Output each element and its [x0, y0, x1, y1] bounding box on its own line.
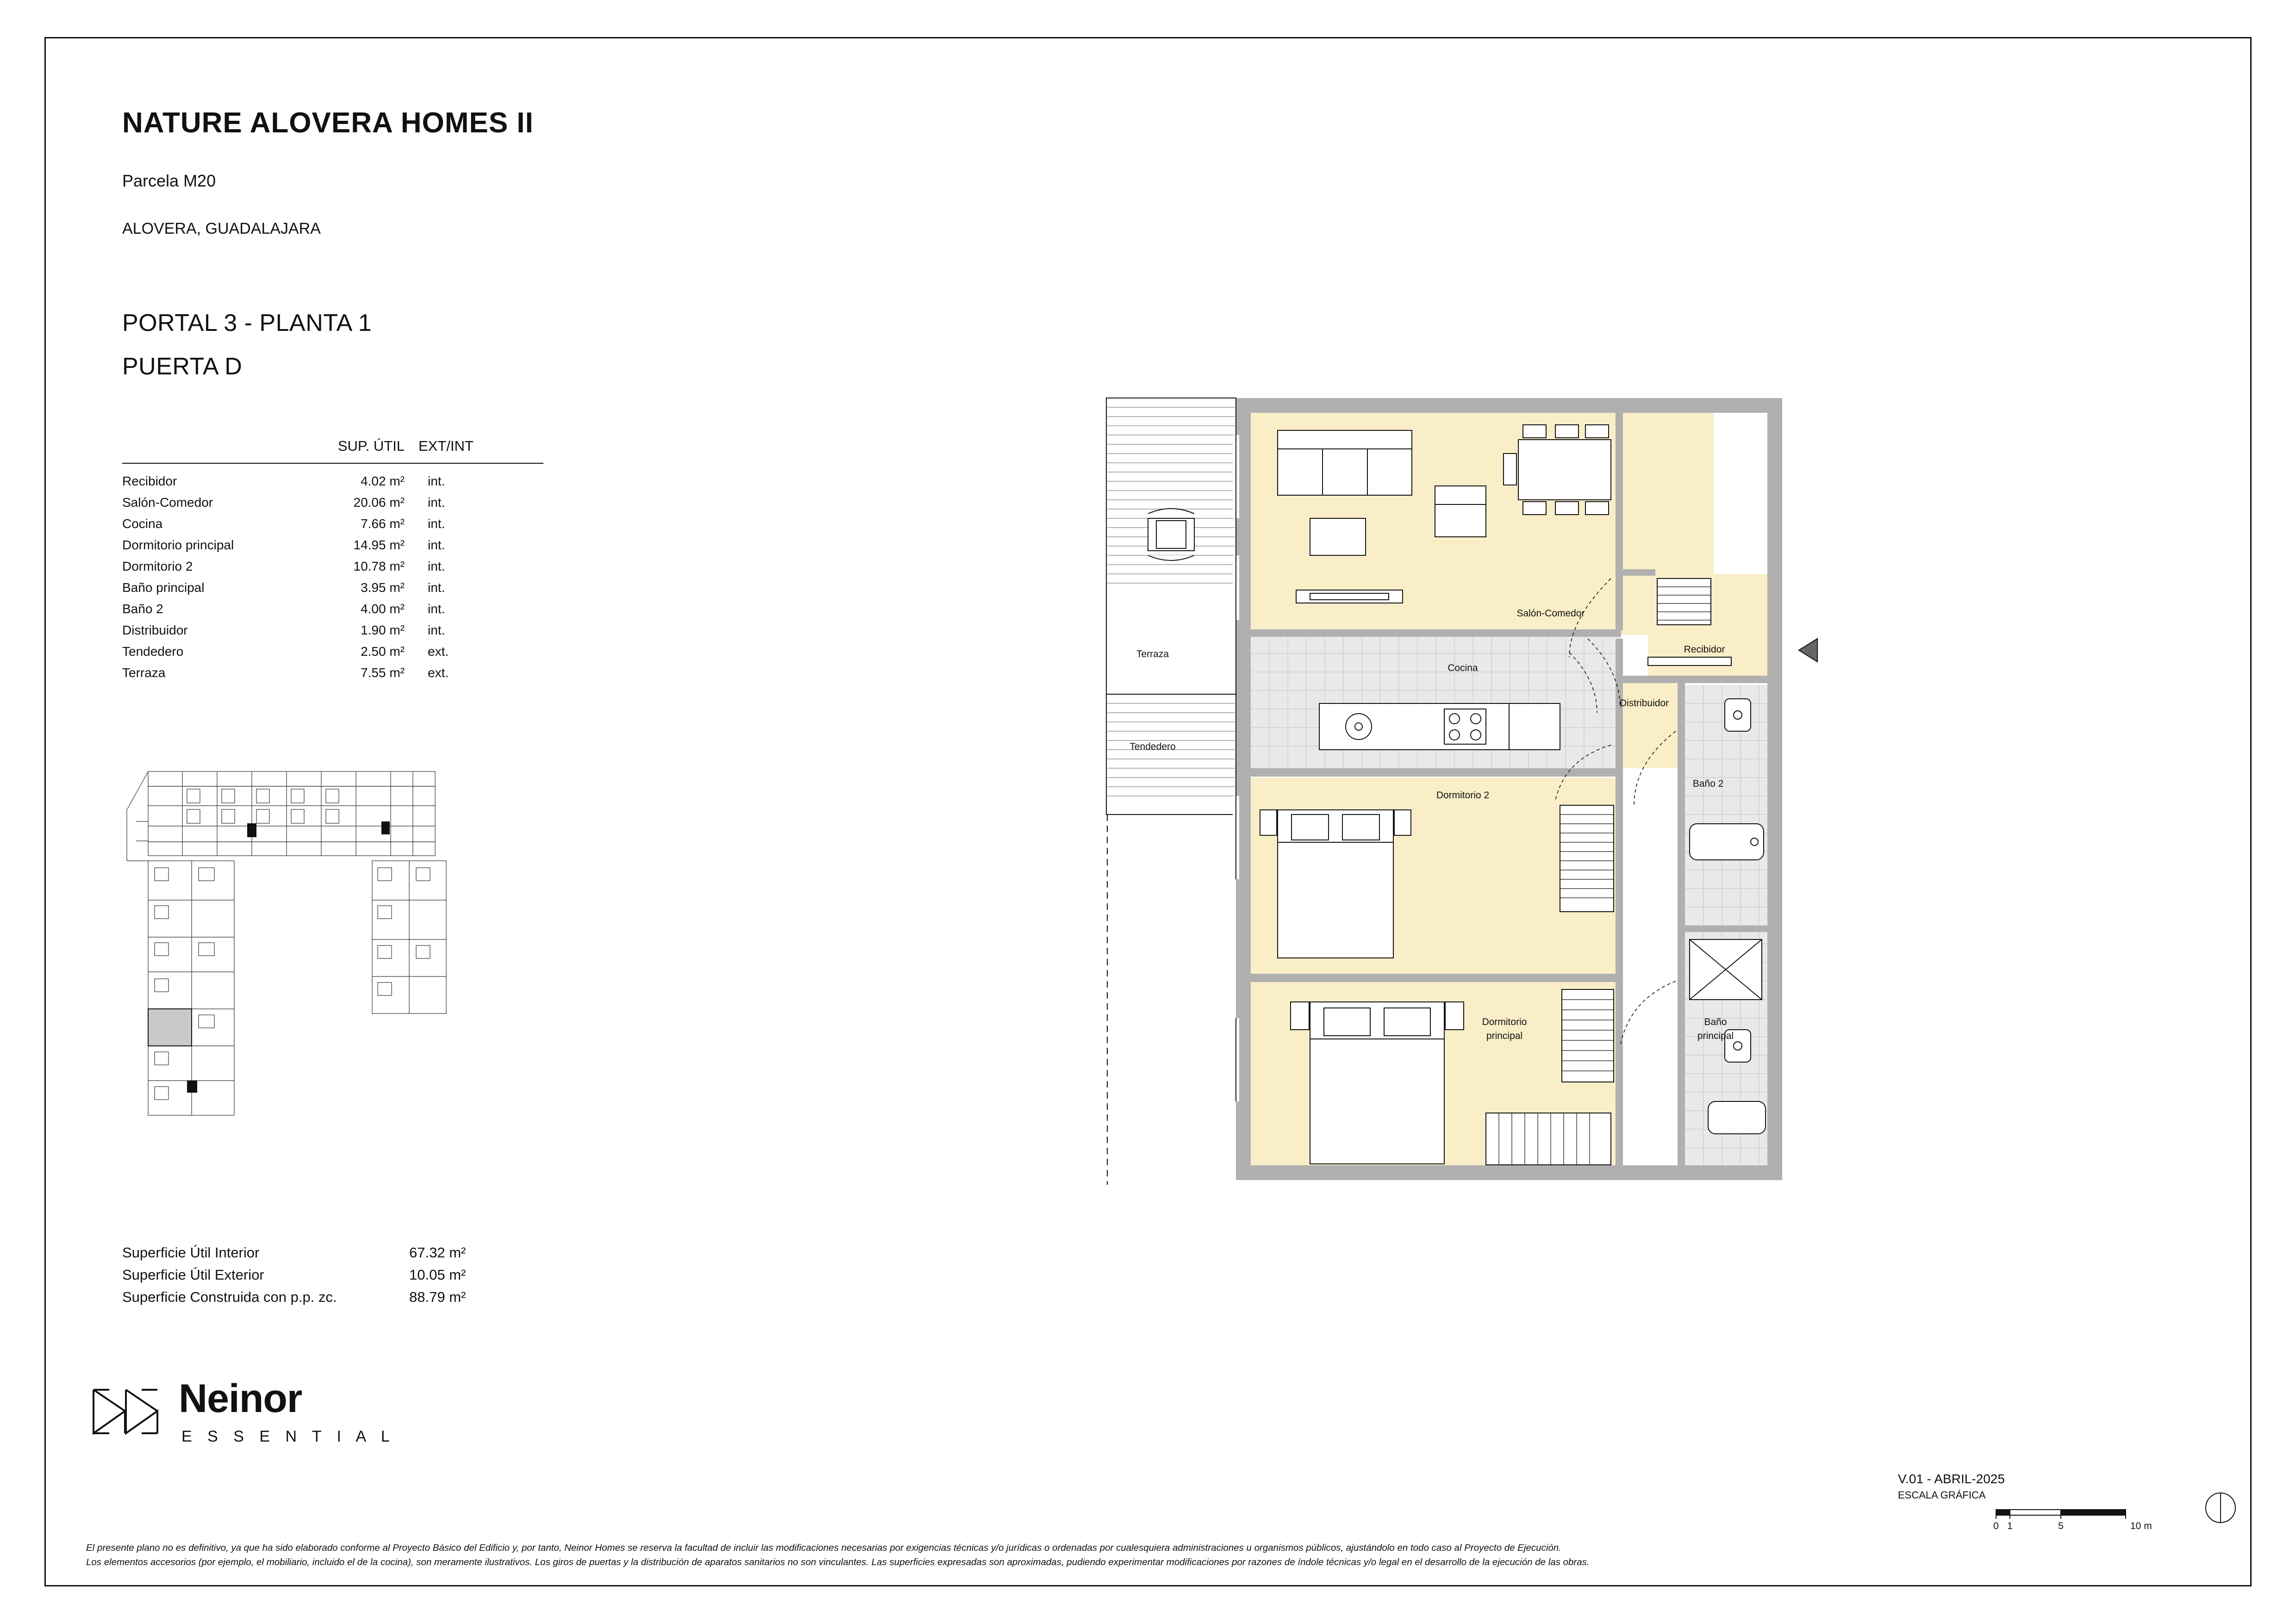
key-plan-diagram — [122, 761, 511, 1145]
unit-line-2: PUERTA D — [122, 353, 243, 380]
scale-tick-3: 10 m — [2130, 1521, 2152, 1531]
brand-name: Neinor — [179, 1376, 302, 1421]
room-type: int. — [428, 559, 445, 573]
room-type: int. — [428, 495, 445, 510]
scale-tick-0: 0 — [1993, 1521, 1999, 1531]
label-recibidor: Recibidor — [1684, 644, 1725, 655]
room-area: 2.50 m² — [361, 644, 405, 659]
total-value: 88.79 m² — [409, 1289, 466, 1305]
table-row — [122, 491, 543, 513]
room-area: 3.95 m² — [361, 580, 405, 595]
scale-tick-1: 1 — [2007, 1521, 2013, 1531]
room-type: int. — [428, 602, 445, 616]
version-label: V.01 - ABRIL-2025 — [1898, 1472, 2005, 1486]
label-dormitorio-principal-2: principal — [1486, 1031, 1523, 1041]
room-name: Cocina — [122, 516, 163, 531]
room-type: int. — [428, 516, 445, 531]
north-arrow-icon — [2201, 1488, 2240, 1528]
table-row — [122, 513, 543, 534]
scale-bar — [1991, 1505, 2195, 1537]
room-area: 20.06 m² — [353, 495, 405, 510]
totals-block — [122, 1243, 585, 1309]
legal-disclaimer — [86, 1541, 2211, 1570]
table-row — [122, 640, 543, 662]
label-dormitorio-2: Dormitorio 2 — [1436, 790, 1490, 801]
room-name: Recibidor — [122, 474, 177, 488]
room-name: Salón-Comedor — [122, 495, 213, 510]
floor-plan — [1079, 379, 1958, 1213]
table-row — [122, 470, 543, 491]
scale-caption: ESCALA GRÁFICA — [1898, 1489, 1986, 1501]
total-row — [122, 1287, 585, 1309]
room-name: Baño principal — [122, 580, 205, 595]
label-bano-principal-1: Baño — [1704, 1017, 1727, 1027]
legal-line-1: El presente plano no es definitivo, ya que ha sido elaborado conforme al Proyecto Básico del Edificio y, por tanto, Neinor Homes se reserva la facultad de incluir las modificaciones necesarias por exigencias técnicas y/o jurídicas o ordenadas por cualesquiera administraciones u organismos públicos, ajustándolo en todo caso al Proyecto de Ejecución. — [86, 1542, 1561, 1553]
room-area: 7.55 m² — [361, 665, 405, 680]
total-value: 67.32 m² — [409, 1244, 466, 1261]
room-area: 14.95 m² — [353, 538, 405, 552]
label-cocina: Cocina — [1447, 663, 1478, 673]
table-row — [122, 662, 543, 683]
total-label: Superficie Construida con p.p. zc. — [122, 1289, 337, 1305]
label-terraza: Terraza — [1136, 649, 1169, 659]
room-type: ext. — [428, 644, 449, 659]
room-name: Dormitorio principal — [122, 538, 234, 552]
label-distribuidor: Distribuidor — [1619, 698, 1669, 709]
total-row — [122, 1243, 585, 1265]
table-row — [122, 555, 543, 577]
entrance-arrow-icon — [1799, 639, 1817, 662]
room-area: 4.02 m² — [361, 474, 405, 488]
room-name: Dormitorio 2 — [122, 559, 193, 573]
room-name: Baño 2 — [122, 602, 163, 616]
total-label: Superficie Útil Interior — [122, 1244, 260, 1261]
table-spacer — [122, 464, 543, 470]
table-row — [122, 577, 543, 598]
parcel-label: Parcela M20 — [122, 171, 216, 190]
room-type: int. — [428, 580, 445, 595]
room-name: Terraza — [122, 665, 166, 680]
page-title: NATURE ALOVERA HOMES II — [122, 107, 534, 139]
room-area: 7.66 m² — [361, 516, 405, 531]
room-area: 10.78 m² — [353, 559, 405, 573]
surface-table-header — [122, 435, 543, 464]
room-area: 4.00 m² — [361, 602, 405, 616]
header-sup-util: SUP. ÚTIL — [337, 438, 405, 454]
table-row — [122, 619, 543, 640]
label-dormitorio-principal-1: Dormitorio — [1482, 1017, 1527, 1027]
neinor-mark-icon — [91, 1381, 160, 1442]
surface-table — [122, 435, 543, 683]
room-name: Distribuidor — [122, 623, 188, 637]
room-type: int. — [428, 538, 445, 552]
label-bano-principal-2: principal — [1697, 1031, 1734, 1041]
legal-line-2: Los elementos accesorios (por ejemplo, el mobiliario, incluido el de la cocina), son meramente ilustrativos. Los giros de puertas y la distribución de aparatos sanitarios no son vinculantes. Las superficies expresadas son aproximadas, pudiendo experimentar modificaciones por razones de índole técnicas y/o legal en el desarrollo de la ejecución de las obras. — [86, 1556, 1590, 1567]
total-row — [122, 1265, 585, 1287]
table-row — [122, 534, 543, 555]
location-label: ALOVERA, GUADALAJARA — [122, 220, 321, 237]
room-name: Tendedero — [122, 644, 184, 659]
room-type: int. — [428, 623, 445, 637]
label-salon-comedor: Salón-Comedor — [1516, 608, 1585, 619]
label-bano-2: Baño 2 — [1692, 778, 1724, 789]
label-tendedero: Tendedero — [1129, 741, 1176, 752]
version-block — [1898, 1472, 2157, 1501]
total-label: Superficie Útil Exterior — [122, 1267, 264, 1283]
brand-logo — [91, 1377, 415, 1479]
table-row — [122, 598, 543, 619]
brand-tagline: E S S E N T I A L — [181, 1428, 395, 1445]
total-value: 10.05 m² — [409, 1267, 466, 1283]
room-type: int. — [428, 474, 445, 488]
scale-tick-2: 5 — [2058, 1521, 2064, 1531]
header-ext-int: EXT/INT — [418, 438, 474, 454]
room-type: ext. — [428, 665, 449, 680]
room-area: 1.90 m² — [361, 623, 405, 637]
unit-line-1: PORTAL 3 - PLANTA 1 — [122, 310, 372, 336]
